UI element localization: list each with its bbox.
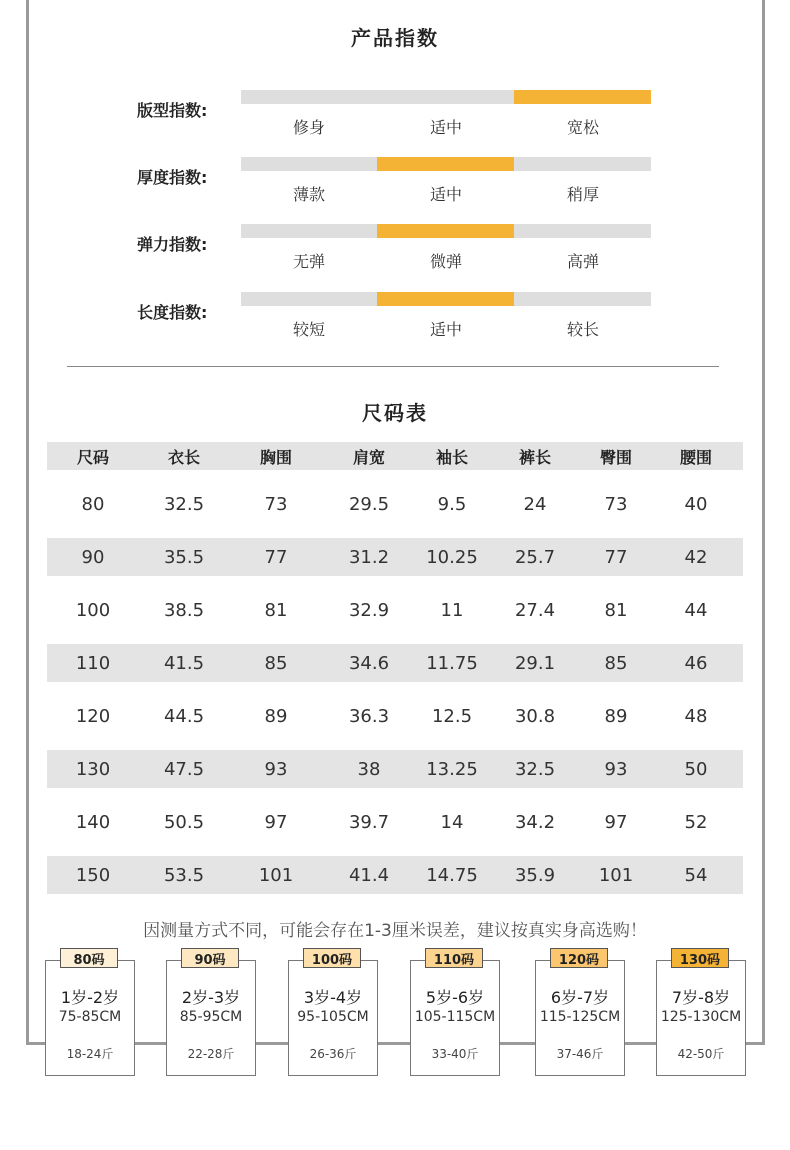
- table-cell: 73: [604, 493, 628, 515]
- table-cell: 80: [81, 493, 105, 515]
- table-row: [47, 644, 743, 682]
- index-bar-segment-selected: [377, 157, 514, 171]
- table-cell: 52: [684, 811, 708, 833]
- size-tag: 100码: [303, 948, 361, 968]
- index-row: [137, 292, 657, 342]
- index-bar: [241, 224, 651, 238]
- table-header-row: [47, 442, 743, 470]
- weight-range: 42-50斤: [677, 1047, 725, 1061]
- table-cell: 42: [684, 546, 708, 568]
- weight-range: 37-46斤: [556, 1047, 604, 1061]
- table-row: [47, 856, 743, 894]
- weight-range: 18-24斤: [66, 1047, 114, 1061]
- index-bar-segment: [241, 224, 377, 238]
- table-cell: 24: [523, 493, 547, 515]
- table-cell: 48: [684, 705, 708, 727]
- table-cell: 13.25: [426, 758, 478, 780]
- table-header-cell: 胸围: [259, 447, 292, 467]
- size-tag: 110码: [425, 948, 483, 968]
- index-bar-segment-selected: [377, 292, 514, 306]
- age-range: 3岁-4岁: [303, 988, 363, 1007]
- index-option: 较长: [566, 320, 599, 339]
- table-cell: 101: [258, 864, 294, 886]
- table-header-cell: 裤长: [518, 447, 551, 467]
- table-cell: 38: [357, 758, 381, 780]
- table-row: [47, 682, 743, 750]
- frame-bottom-border: [26, 1042, 765, 1045]
- index-option: 薄款: [292, 185, 325, 204]
- table-cell: 120: [75, 705, 111, 727]
- age-guide-card: [535, 952, 625, 1076]
- index-option: 适中: [429, 185, 462, 204]
- index-option: 宽松: [566, 118, 599, 137]
- index-bar: [241, 157, 651, 171]
- weight-range: 33-40斤: [431, 1047, 479, 1061]
- index-bar-segment: [241, 292, 377, 306]
- index-bar-segment: [241, 157, 377, 171]
- table-cell: 130: [75, 758, 111, 780]
- age-guide-card: [288, 952, 378, 1076]
- table-header-cell: 袖长: [435, 447, 468, 467]
- table-cell: 32.9: [348, 599, 390, 621]
- age-guide-card: [166, 952, 256, 1076]
- index-bar: [241, 292, 651, 306]
- index-option: 较短: [292, 320, 325, 339]
- table-cell: 14: [440, 811, 464, 833]
- size-tag: 80码: [60, 948, 118, 968]
- frame-right-border: [762, 0, 765, 1045]
- table-cell: 34.2: [514, 811, 556, 833]
- table-cell: 32.5: [163, 493, 205, 515]
- table-header-cell: 尺码: [76, 447, 109, 467]
- index-bar-segment: [377, 90, 514, 104]
- age-range: 1岁-2岁: [60, 988, 120, 1007]
- table-cell: 30.8: [514, 705, 556, 727]
- height-range: 105-115CM: [414, 1009, 496, 1025]
- weight-range: 26-36斤: [309, 1047, 357, 1061]
- index-option: 高弹: [566, 252, 599, 271]
- table-cell: 93: [264, 758, 288, 780]
- index-bar-segment: [514, 292, 651, 306]
- index-label: 版型指数:: [137, 101, 208, 120]
- index-row: [137, 90, 657, 140]
- age-range: 6岁-7岁: [550, 988, 610, 1007]
- frame-left-border: [26, 0, 29, 1045]
- table-row: [47, 750, 743, 788]
- table-cell: 29.1: [514, 652, 556, 674]
- table-cell: 39.7: [348, 811, 390, 833]
- size-tag: 130码: [671, 948, 729, 968]
- table-cell: 85: [264, 652, 288, 674]
- table-cell: 40: [684, 493, 708, 515]
- table-cell: 97: [264, 811, 288, 833]
- table-cell: 89: [604, 705, 628, 727]
- table-cell: 35.5: [163, 546, 205, 568]
- index-label: 长度指数:: [137, 303, 208, 322]
- table-header-cell: 衣长: [167, 447, 200, 467]
- table-row: [47, 538, 743, 576]
- age-guide-card: [410, 952, 500, 1076]
- height-range: 85-95CM: [179, 1009, 243, 1025]
- index-option: 适中: [429, 118, 462, 137]
- table-cell: 50.5: [163, 811, 205, 833]
- table-cell: 50: [684, 758, 708, 780]
- size-chart-title: 尺码表: [362, 401, 428, 425]
- table-cell: 31.2: [348, 546, 390, 568]
- table-cell: 81: [604, 599, 628, 621]
- table-cell: 54: [684, 864, 708, 886]
- table-cell: 81: [264, 599, 288, 621]
- table-cell: 101: [598, 864, 634, 886]
- index-bar-segment-selected: [377, 224, 514, 238]
- table-cell: 77: [604, 546, 628, 568]
- table-cell: 41.4: [348, 864, 390, 886]
- height-range: 75-85CM: [58, 1009, 122, 1025]
- age-range: 5岁-6岁: [425, 988, 485, 1007]
- index-option: 微弹: [429, 252, 462, 271]
- index-option: 无弹: [292, 252, 325, 271]
- age-guide-card: [45, 952, 135, 1076]
- measurement-note: 因测量方式不同，可能会存在1-3厘米误差，建议按真实身高选购！: [143, 921, 647, 941]
- index-bar: [241, 90, 651, 104]
- table-cell: 90: [81, 546, 105, 568]
- table-cell: 32.5: [514, 758, 556, 780]
- table-cell: 41.5: [163, 652, 205, 674]
- index-row: [137, 157, 657, 207]
- index-label: 弹力指数:: [137, 235, 208, 254]
- table-cell: 140: [75, 811, 111, 833]
- index-option: 稍厚: [566, 185, 599, 204]
- table-header-cell: 臀围: [599, 447, 632, 467]
- table-cell: 27.4: [514, 599, 556, 621]
- table-cell: 35.9: [514, 864, 556, 886]
- table-cell: 44: [684, 599, 708, 621]
- index-bar-segment-selected: [514, 90, 651, 104]
- table-row: [47, 470, 743, 538]
- table-cell: 11.75: [426, 652, 478, 674]
- table-cell: 47.5: [163, 758, 205, 780]
- index-option: 适中: [429, 320, 462, 339]
- table-cell: 110: [75, 652, 111, 674]
- index-bar-segment: [514, 224, 651, 238]
- height-range: 115-125CM: [539, 1009, 621, 1025]
- table-cell: 97: [604, 811, 628, 833]
- index-bar-segment: [514, 157, 651, 171]
- table-cell: 38.5: [163, 599, 205, 621]
- table-cell: 14.75: [426, 864, 478, 886]
- index-option: 修身: [292, 118, 325, 137]
- table-cell: 29.5: [348, 493, 390, 515]
- table-cell: 36.3: [348, 705, 390, 727]
- table-cell: 89: [264, 705, 288, 727]
- table-cell: 11: [440, 599, 464, 621]
- weight-range: 22-28斤: [187, 1047, 235, 1061]
- index-row: [137, 224, 657, 274]
- size-chart-table: [47, 442, 743, 894]
- table-cell: 34.6: [348, 652, 390, 674]
- table-cell: 77: [264, 546, 288, 568]
- table-cell: 44.5: [163, 705, 205, 727]
- table-cell: 10.25: [426, 546, 478, 568]
- age-guide-card: [656, 952, 746, 1076]
- age-range: 7岁-8岁: [671, 988, 731, 1007]
- table-header-cell: 肩宽: [352, 447, 385, 467]
- size-tag: 120码: [550, 948, 608, 968]
- table-cell: 100: [75, 599, 111, 621]
- index-bar-segment: [241, 90, 377, 104]
- product-index-title: 产品指数: [351, 26, 439, 50]
- table-cell: 93: [604, 758, 628, 780]
- table-cell: 150: [75, 864, 111, 886]
- height-range: 125-130CM: [660, 1009, 742, 1025]
- table-cell: 46: [684, 652, 708, 674]
- index-label: 厚度指数:: [137, 168, 208, 187]
- section-divider: [67, 366, 719, 367]
- table-row: [47, 576, 743, 644]
- table-cell: 73: [264, 493, 288, 515]
- table-row: [47, 788, 743, 856]
- table-header-cell: 腰围: [679, 447, 712, 467]
- age-range: 2岁-3岁: [181, 988, 241, 1007]
- height-range: 95-105CM: [297, 1009, 369, 1025]
- table-cell: 25.7: [514, 546, 556, 568]
- table-cell: 9.5: [437, 493, 467, 515]
- table-cell: 85: [604, 652, 628, 674]
- table-cell: 12.5: [431, 705, 473, 727]
- table-cell: 53.5: [163, 864, 205, 886]
- size-tag: 90码: [181, 948, 239, 968]
